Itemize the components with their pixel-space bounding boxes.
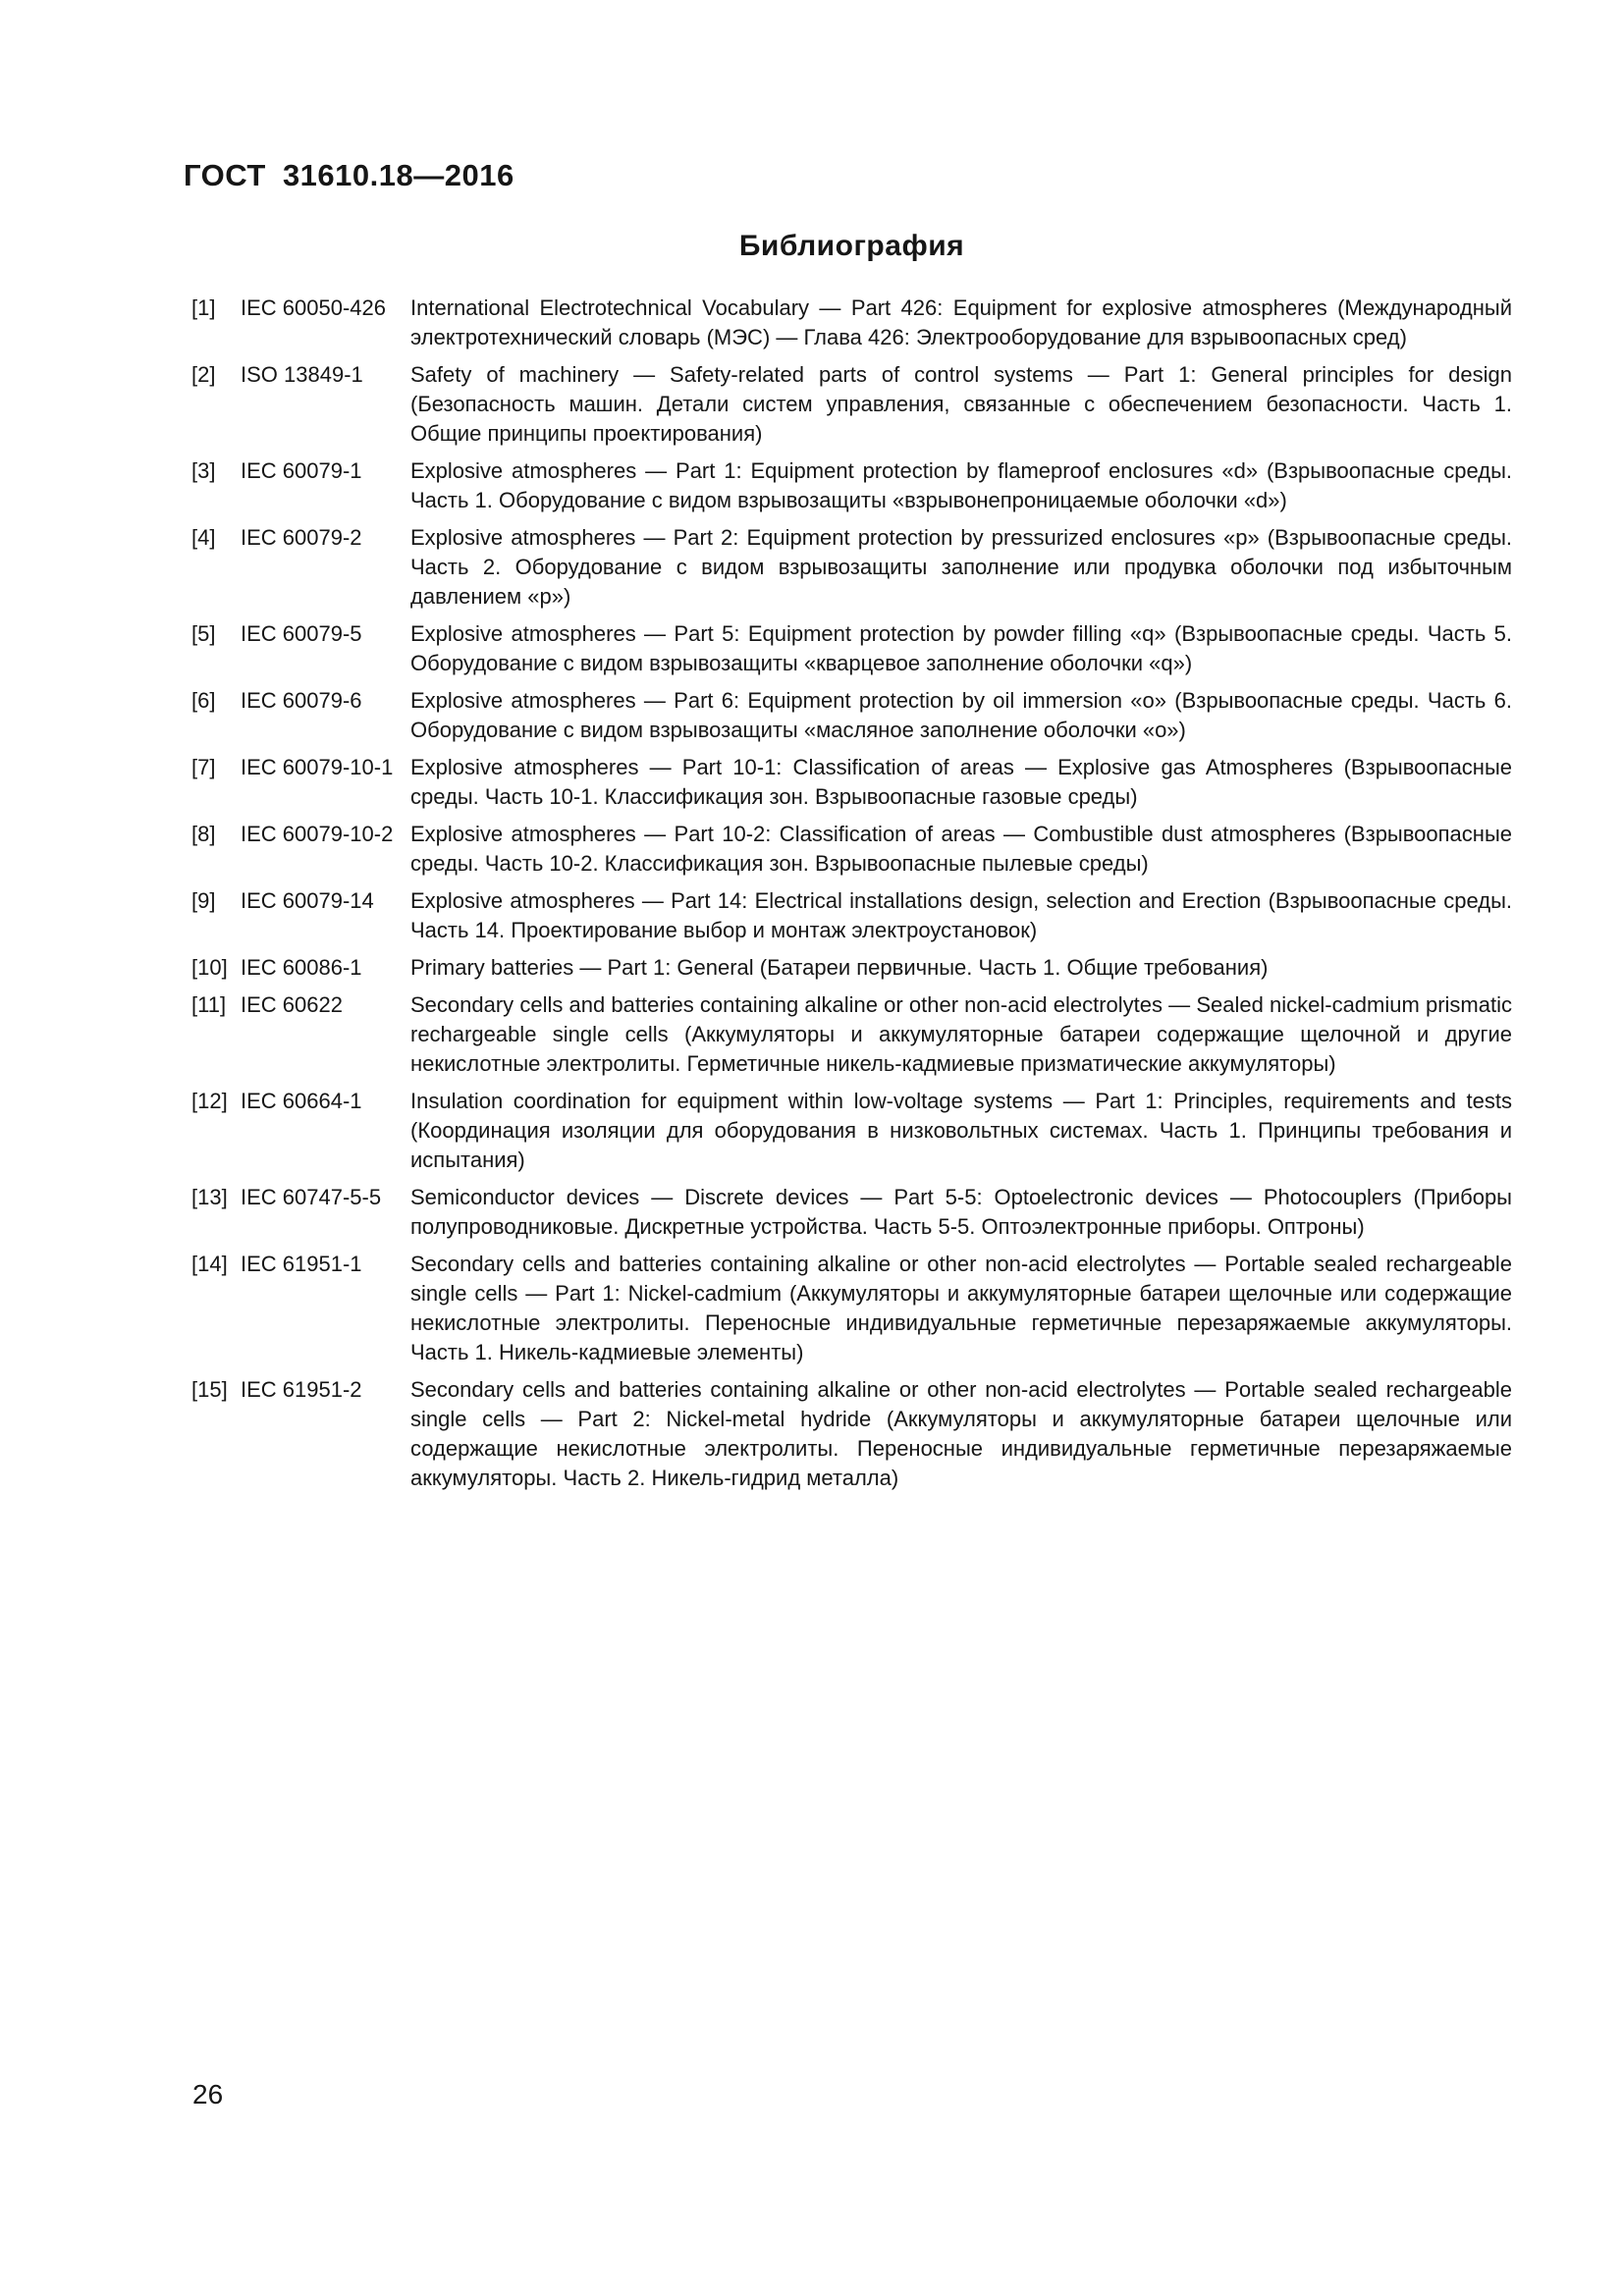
reference-code: IEC 60079-5 xyxy=(241,621,362,646)
reference-text: Explosive atmospheres — Part 10-1: Classification of areas — Explosive gas Atmospheres (Взрывоопасные среды. Часть 10-1. Классификация зон. Взрывоопасные газовые среды) xyxy=(410,755,1512,809)
reference-id xyxy=(191,619,410,649)
document-header: ГОСТ 31610.18—2016 xyxy=(184,158,514,192)
reference-item xyxy=(191,753,1512,812)
reference-id xyxy=(191,753,410,782)
reference-id xyxy=(191,1183,410,1212)
reference-id xyxy=(191,820,410,849)
reference-code: IEC 60079-10-2 xyxy=(241,822,394,846)
reference-id xyxy=(191,1375,410,1405)
reference-id xyxy=(191,294,410,323)
reference-code: IEC 60050-426 xyxy=(241,295,386,320)
reference-code: IEC 60747-5-5 xyxy=(241,1185,382,1209)
reference-id xyxy=(191,456,410,486)
reference-code: IEC 60622 xyxy=(241,992,343,1017)
reference-code: IEC 60079-6 xyxy=(241,688,362,713)
reference-code: IEC 61951-2 xyxy=(241,1377,362,1402)
reference-text: Safety of machinery — Safety-related parts of control systems — Part 1: General principles for design (Безопасность машин. Детали систем управления, связанные с обеспечением безопасности. Часть 1. Общие принципы проектирования) xyxy=(410,362,1512,446)
reference-code: IEC 60079-2 xyxy=(241,525,362,550)
reference-number: [9] xyxy=(191,888,216,913)
reference-item xyxy=(191,953,1512,983)
reference-code: IEC 60079-14 xyxy=(241,888,374,913)
reference-number: [6] xyxy=(191,688,216,713)
reference-number: [3] xyxy=(191,458,216,483)
reference-id xyxy=(191,886,410,916)
reference-number: [15] xyxy=(191,1377,228,1402)
reference-item xyxy=(191,294,1512,352)
reference-id xyxy=(191,523,410,553)
reference-item xyxy=(191,1375,1512,1493)
reference-text: Explosive atmospheres — Part 5: Equipment protection by powder filling «q» (Взрывоопасные среды. Часть 5. Оборудование с видом взрывозащиты «кварцевое заполнение оболочки «q») xyxy=(410,621,1512,675)
reference-number: [8] xyxy=(191,822,216,846)
reference-item xyxy=(191,523,1512,612)
reference-item xyxy=(191,990,1512,1079)
reference-item xyxy=(191,886,1512,945)
reference-text: International Electrotechnical Vocabulary — Part 426: Equipment for explosive atmospheres (Международный электротехнический словарь (МЭС) — Глава 426: Электрооборудование для взрывоопасных сред) xyxy=(410,295,1512,349)
reference-item xyxy=(191,619,1512,678)
reference-item xyxy=(191,360,1512,449)
reference-item xyxy=(191,1250,1512,1367)
reference-number: [7] xyxy=(191,755,216,779)
page-number: 26 xyxy=(192,2079,224,2109)
reference-text: Secondary cells and batteries containing alkaline or other non-acid electrolytes — Sealed nickel-cadmium prismatic rechargeable single cells (Аккумуляторы и аккумуляторные батареи содержащие щелочной и другие некислотные электролиты. Герметичные никель-кадмиевые призматические аккумуляторы) xyxy=(410,992,1512,1076)
reference-text: Secondary cells and batteries containing alkaline or other non-acid electrolytes — Portable sealed rechargeable single cells — Part 2: Nickel-metal hydride (Аккумуляторы и аккумуляторные батареи щелочные или содержащие некислотные электролиты. Переносные индивидуальные герметичные перезаряжаемые аккумуляторы. Часть 2. Никель-гидрид металла) xyxy=(410,1377,1512,1490)
reference-text: Insulation coordination for equipment within low-voltage systems — Part 1: Principles, requirements and tests (Координация изоляции для оборудования в низковольтных системах. Часть 1. Принципы требования и испытания) xyxy=(410,1089,1512,1172)
reference-code: IEC 60664-1 xyxy=(241,1089,362,1113)
reference-code: IEC 60079-1 xyxy=(241,458,362,483)
bibliography-title: Библиография xyxy=(738,230,965,262)
reference-text: Explosive atmospheres — Part 10-2: Classification of areas — Combustible dust atmospheres (Взрывоопасные среды. Часть 10-2. Классификация зон. Взрывоопасные пылевые среды) xyxy=(410,822,1512,876)
reference-id xyxy=(191,686,410,716)
reference-item xyxy=(191,820,1512,879)
reference-number: [5] xyxy=(191,621,216,646)
reference-id xyxy=(191,360,410,390)
reference-code: IEC 61951-1 xyxy=(241,1252,362,1276)
reference-item xyxy=(191,1087,1512,1175)
reference-code: IEC 60079-10-1 xyxy=(241,755,394,779)
reference-text: Primary batteries — Part 1: General (Батареи первичные. Часть 1. Общие требования) xyxy=(410,955,1269,980)
reference-code: ISO 13849-1 xyxy=(241,362,363,387)
reference-id xyxy=(191,1087,410,1116)
reference-item xyxy=(191,456,1512,515)
reference-number: [11] xyxy=(191,992,227,1017)
reference-text: Secondary cells and batteries containing alkaline or other non-acid electrolytes — Portable sealed rechargeable single cells — Part 1: Nickel-cadmium (Аккумуляторы и аккумуляторные батареи щелочные или содержащие некислотные электролиты. Переносные индивидуальные герметичные перезаряжаемые аккумуляторы. Часть 1. Никель-кадмиевые элементы) xyxy=(410,1252,1512,1364)
reference-item xyxy=(191,1183,1512,1242)
reference-list xyxy=(191,294,1512,1501)
reference-id xyxy=(191,953,410,983)
reference-text: Explosive atmospheres — Part 1: Equipment protection by flameproof enclosures «d» (Взрывоопасные среды. Часть 1. Оборудование с видом взрывозащиты «взрывонепроницаемые оболочки «d») xyxy=(410,458,1512,512)
reference-id xyxy=(191,990,410,1020)
reference-item xyxy=(191,686,1512,745)
reference-number: [4] xyxy=(191,525,216,550)
reference-number: [2] xyxy=(191,362,216,387)
reference-text: Semiconductor devices — Discrete devices — Part 5-5: Optoelectronic devices — Photocouplers (Приборы полупроводниковые. Дискретные устройства. Часть 5-5. Оптоэлектронные приборы. Оптроны) xyxy=(410,1185,1512,1239)
reference-number: [12] xyxy=(191,1089,228,1113)
reference-text: Explosive atmospheres — Part 6: Equipment protection by oil immersion «o» (Взрывоопасные среды. Часть 6. Оборудование с видом взрывозащиты «масляное заполнение оболочки «o») xyxy=(410,688,1512,742)
reference-text: Explosive atmospheres — Part 2: Equipment protection by pressurized enclosures «p» (Взрывоопасные среды. Часть 2. Оборудование с видом взрывозащиты заполнение или продувка оболочки под избыточным давлением «p») xyxy=(410,525,1512,609)
reference-code: IEC 60086-1 xyxy=(241,955,362,980)
reference-id xyxy=(191,1250,410,1279)
reference-number: [1] xyxy=(191,295,216,320)
reference-number: [10] xyxy=(191,955,228,980)
reference-text: Explosive atmospheres — Part 14: Electrical installations design, selection and Erection (Взрывоопасные среды. Часть 14. Проектирование выбор и монтаж электроустановок) xyxy=(410,888,1512,942)
reference-number: [13] xyxy=(191,1185,228,1209)
reference-number: [14] xyxy=(191,1252,228,1276)
